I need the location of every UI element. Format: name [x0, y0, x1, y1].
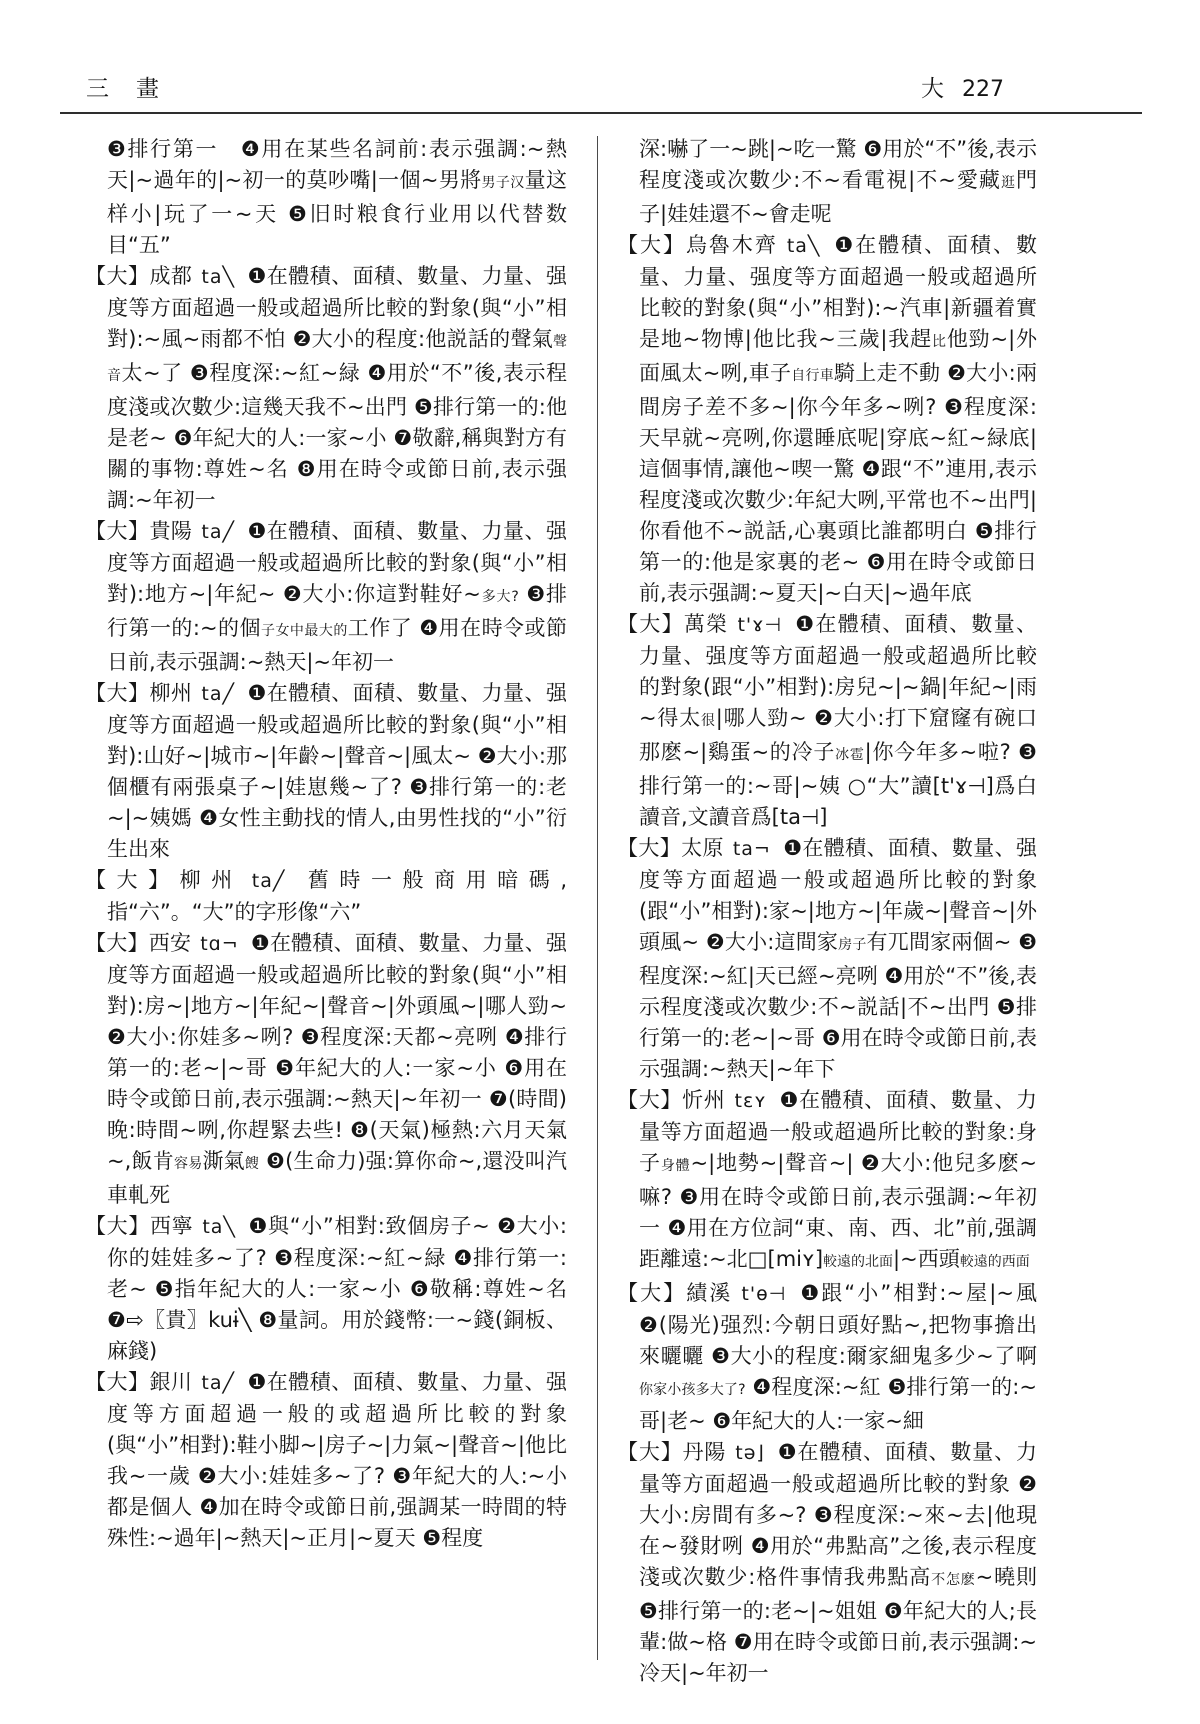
gloss-text: 容易 — [173, 1156, 203, 1172]
place-name: 柳州 — [179, 868, 243, 892]
entry-貴陽 — [85, 516, 567, 678]
gloss-text: 很 — [701, 713, 716, 729]
pronunciation: ta╱ — [201, 521, 235, 543]
gloss-text: 逛 — [1000, 175, 1017, 191]
body-text: ❶在體積、面積、數量、力量等方面超過一般或超過所比較的對象 ❷大小:房間有多~? ❸程度深:~來~去|他現在~發財咧 ❹用於“弗點高”之後,表示程度淺或次數少:格件事情我弗點高 — [639, 1440, 1037, 1589]
body-text: ❶在體積、面積、數量、强度等方面超過一般或超過所比較的對象(跟“小”相對):家~|地方~|年歲~|聲音~|外頭風~ ❷大小:這間家 — [639, 836, 1038, 954]
place-name: 萬榮 — [683, 612, 729, 636]
body-text: ❶在體積、面積、數量、力量、强度等方面超過一般或超過所比較的對象(與“小”相對):山好~|城市~|年齡~|聲音~|風太~ ❷大小:那個櫃有兩張桌子~|娃崽幾~了? ❸排行第一的:老~|~姨媽 ❹女性主動找的情人,由男性找的“小”衍生出來 — [107, 681, 568, 861]
entry-headword: 【大】 — [85, 1370, 150, 1394]
body-text: ❸排行第一的:~的個 — [107, 582, 567, 640]
body-text: ~|地勢~|聲音~| ❷大小:他兒多麽~嘛? ❸用在時令或節日前,表示强調:~年初一 ❹用在方位詞“東、南、西、北”前,强調距離遠:~北□[miʏ] — [639, 1151, 1038, 1271]
place-name: 西寧 — [150, 1214, 194, 1238]
body-text: 舊時一般商用暗碼,指“六”。“大”的字形像“六” — [107, 868, 567, 924]
body-text: 工作了 ❹用在時令或節日前,表示强調:~熱天|~年初一 — [107, 616, 567, 674]
entry-西寧 — [85, 1211, 567, 1367]
body-text: ❸排行第一 ❹用在某些名詞前:表示强調:~熱天|~過年的|~初一的莫吵嘴|一個~男將 — [107, 137, 567, 192]
pronunciation: ta╲ — [202, 1216, 236, 1238]
body-text: 騎上走不動 ❷大小:兩間房子差不多~|你今年多~咧? ❸程度深:天早就~亮咧,你還睡底呢|穿底~紅~緑底|這個事情,讓他~喫一驚 ❹跟“不”連用,表示程度淺或次數少:年紀大咧,平常也不~出門|你看他不~説話,心裏頭比誰都明白 ❺排行第一的:他是家裏的老~ ❻用在時令或節日前,表示强調:~夏天|~白天|~過年底 — [639, 361, 1037, 605]
pronunciation: tɑ¬ — [200, 933, 239, 955]
entry-西安 — [85, 928, 567, 1211]
body-text: ❶在體積、面積、數量、力量、强度等方面超過一般或超過所比較的對象(與“小”相對):地方~|年紀~ ❷大小:你這對鞋好~ — [107, 519, 568, 606]
entry-太原 — [617, 833, 1037, 1085]
gloss-text: 較遠的西面 — [959, 1254, 1030, 1270]
page-number: 227 — [962, 77, 1004, 102]
pronunciation: t'ɤ⊣ — [737, 614, 782, 636]
place-name: 貴陽 — [149, 519, 193, 543]
entry-柳州 — [85, 865, 567, 928]
pronunciation: ta¬ — [732, 838, 771, 860]
body-text: ❶在體積、面積、數量、力量等方面超過一般或超過所比較的對象:身子 — [639, 1088, 1038, 1175]
body-text: |你今年多~啦? ❸排行第一的:~哥|~姨 ○“大”讀[t'ɤ⊣]爲白讀音,文讀音爲[ta⊣] — [639, 740, 1037, 829]
body-text: ❶在體積、面積、數量、力量、强度等方面超過一般或超過所比較的對象(與“小”相對):房~|地方~|年紀~|聲音~|外頭風~|哪人勁~ ❷大小:你娃多~咧? ❸程度深:天都~亮咧 ❹排行第一的:老~|~哥 ❺年紀大的人:一家~小 ❻用在時令或節日前,表示强調:~熱天|~年初一 ❼(時間)晚:時間~咧,你趕緊去些! ❽(天氣)極熱:六月天氣~,飯肯 — [107, 931, 568, 1173]
gloss-text: 你家小孩多大了? — [639, 1382, 746, 1398]
body-text: ❶在體積、面積、數量、力量、强度等方面超過一般的或超過所比較的對象(與“小”相對):鞋小脚~|房子~|力氣~|聲音~|他比我~一歲 ❷大小:娃娃多~了? ❸年紀大的人:~小都是個人 ❹加在時令或節日前,强調某一時間的特殊性:~過年|~熱天|~正月|~夏天 ❺程度 — [107, 1370, 568, 1550]
running-headword: 大 — [921, 76, 946, 102]
entry-headword: 【大】 — [617, 233, 686, 257]
body-text: 有兀間家兩個~ ❸程度深:~紅|天已經~亮咧 ❹用於“不”後,表示程度淺或次數少:不~説話|不~出門 ❺排行第一的:老~|~哥 ❻用在時令或節日前,表示强調:~熱天|~年下 — [639, 930, 1038, 1081]
place-name: 丹陽 — [682, 1440, 727, 1464]
section-label: 三 畫 — [86, 76, 161, 102]
entry-headword: 【大】 — [85, 1214, 150, 1238]
pronunciation: ta╱ — [201, 1372, 235, 1394]
header-rule — [60, 112, 1142, 114]
body-text: ❶在體積、面積、數量、力量、强度等方面超過一般或超過所比較的對象(跟“小”相對):房兒~|~鍋|年紀~|雨~得太 — [639, 612, 1038, 730]
entry-headword: 【大】 — [617, 1440, 683, 1464]
entry-萬榮 — [617, 609, 1037, 833]
entry-headword: 【大】 — [617, 1281, 687, 1305]
gloss-text: 子女中最大的 — [260, 623, 348, 639]
entry-headword: 【大】 — [85, 681, 150, 705]
body-text: |~西頭 — [893, 1247, 960, 1271]
gloss-text: 身體 — [660, 1158, 691, 1174]
body-text: ❶與“小”相對:致個房子~ ❷大小:你的娃娃多~了? ❸程度深:~紅~緑 ❹排行第一:老~ ❺指年紀大的人:一家~小 ❻敬稱:尊姓~名 ❼⇨〖貴〗kuɨ╲ ❽量詞。用於錢幣:一~錢(銅板、麻錢) — [107, 1214, 567, 1363]
gloss-text: 較遠的北面 — [823, 1254, 894, 1270]
body-text: ❶跟“小”相對:~屋|~風 ❷(陽光)强烈:今朝日頭好點~,把物事擔出來曬曬 ❸大小的程度:爾家細鬼多少~了啊 — [639, 1281, 1038, 1368]
entry-continuation — [85, 134, 567, 261]
entry-烏魯木齊 — [617, 230, 1037, 609]
gloss-text: 不怎麽 — [931, 1572, 976, 1588]
body-text: 他勁~|外面風太~咧,車子 — [639, 327, 1038, 385]
gloss-text: 聲音 — [107, 334, 567, 384]
entry-headword: 【大】 — [617, 612, 684, 636]
place-name: 忻州 — [682, 1088, 726, 1112]
place-name: 烏魯木齊 — [685, 233, 778, 257]
body-text: 深:嚇了一~跳|~吃一驚 ❻用於“不”後,表示程度淺或次數少:不~看電視|不~愛藏 — [639, 137, 1037, 192]
page-header — [86, 70, 1004, 103]
body-text: ~曉則 ❺排行第一的:老~|~姐姐 ❻年紀大的人;長輩:做~格 ❼用在時令或節日前,表示强調:~冷天|~年初一 — [639, 1565, 1037, 1685]
right-column — [617, 134, 1037, 1689]
entry-柳州 — [85, 678, 567, 865]
entry-headword: 【大】 — [85, 519, 150, 543]
entry-丹陽 — [617, 1437, 1037, 1689]
body-text: |哪人勁~ ❷大小:打下窟窿有碗口那麽~|鷄蛋~的冷子 — [639, 706, 1037, 764]
pronunciation: tə⌋ — [735, 1442, 765, 1464]
entry-continuation — [617, 134, 1037, 230]
entry-headword: 【大】 — [85, 264, 150, 288]
place-name: 太原 — [681, 836, 724, 860]
body-text: ❶在體積、面積、數量、力量、强度等方面超過一般或超過所比較的對象(與“小”相對):~汽車|新疆着實是地~物博|他比我~三歲|我趕 — [639, 233, 1038, 351]
body-text: ❹程度深:~紅 ❺排行第一的:~哥|老~ ❻年紀大的人:一家~細 — [639, 1375, 1037, 1433]
entry-績溪 — [617, 1278, 1037, 1437]
pronunciation: ta╱ — [201, 683, 235, 705]
gloss-text: 多大? — [480, 589, 519, 605]
body-text: 量这样小|玩了一~天 ❺旧时粮食行业用以代替数目“五” — [107, 168, 568, 257]
place-name: 績溪 — [686, 1281, 733, 1305]
pronunciation: ta╱ — [251, 870, 286, 892]
entry-成都 — [85, 261, 567, 516]
body-text: 門子|娃娃還不~會走呢 — [639, 168, 1038, 226]
entry-銀川 — [85, 1367, 567, 1554]
body-text: 澌氣 — [202, 1149, 245, 1173]
entry-headword: 【大】 — [85, 868, 180, 892]
entry-忻州 — [617, 1085, 1037, 1278]
pronunciation: tɛʏ — [734, 1090, 767, 1112]
gloss-text: 比 — [931, 334, 947, 350]
body-text: 太~了 ❸程度深:~紅~緑 ❹用於“不”後,表示程度淺或次數少:這幾天我不~出門 ❺排行第一的:他是老~ ❻年紀大的人:一家~小 ❼敬辭,稱與對方有關的事物:尊姓~名 ❽用在時令或節日前,表示强調:~年初一 — [107, 361, 567, 512]
entry-headword: 【大】 — [85, 931, 149, 955]
place-name: 成都 — [149, 264, 193, 288]
pronunciation: t'ɵ⊣ — [741, 1283, 787, 1305]
place-name: 西安 — [148, 931, 192, 955]
entry-headword: 【大】 — [617, 1088, 683, 1112]
gloss-text: 男子汉 — [481, 175, 525, 191]
gloss-text: 自行車 — [791, 368, 834, 384]
pronunciation: ta╲ — [201, 266, 235, 288]
body-text: ❶在體積、面積、數量、力量、强度等方面超過一般或超過所比較的對象(與“小”相對):~風~雨都不怕 ❷大小的程度:他説話的聲氣 — [107, 264, 568, 351]
gloss-text: 餿 — [244, 1156, 260, 1172]
gloss-text: 冰雹 — [835, 747, 865, 763]
body-text: ❾(生命力)强:算你命~,還没叫汽車軋死 — [107, 1149, 568, 1207]
entry-headword: 【大】 — [617, 836, 682, 860]
left-column — [85, 134, 567, 1554]
pronunciation: ta╲ — [786, 235, 821, 257]
place-name: 柳州 — [149, 681, 193, 705]
column-divider — [597, 136, 598, 1660]
place-name: 銀川 — [149, 1370, 193, 1394]
gloss-text: 房子 — [838, 937, 867, 953]
